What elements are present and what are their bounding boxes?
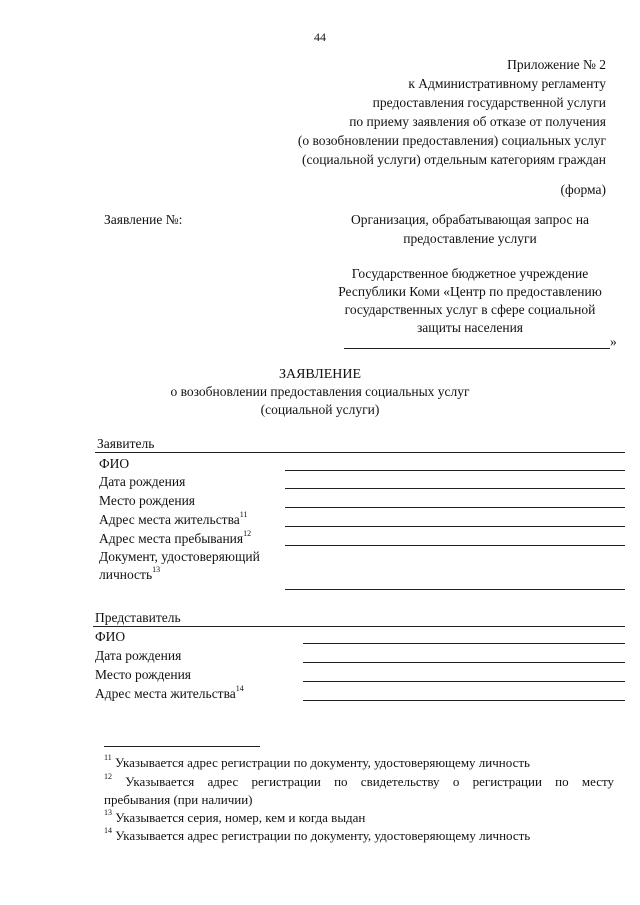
birth-place-field[interactable] [285, 507, 625, 508]
fio-label: ФИО [99, 456, 130, 471]
applicant-heading: Заявитель [97, 436, 155, 451]
rep-birth-place-label: Место рождения [95, 667, 192, 682]
birth-date-field[interactable] [285, 488, 625, 489]
header-line: по приему заявления об отказе от получения [349, 114, 606, 129]
section-divider [93, 626, 625, 627]
section-divider [95, 452, 625, 453]
rep-fio-field[interactable] [303, 643, 625, 644]
footnote-ref: 13 [152, 565, 161, 574]
rep-fio-label: ФИО [95, 629, 126, 644]
org-label-line: Организация, обрабатывающая запрос на [350, 212, 590, 227]
birth-place-label: Место рождения [99, 493, 196, 508]
footnote-separator [104, 746, 260, 747]
stay-field[interactable] [285, 545, 625, 546]
birth-date-label: Дата рождения [99, 474, 186, 489]
footnote: $^{11}$ Указывается адрес регистрации по документу, удостоверяющему личность [104, 753, 530, 770]
org-label-line: предоставление услуги [403, 231, 537, 246]
footnote: $^{12}$ Указывается адрес регистрации по свидетельству о регистрации по месту [104, 772, 615, 789]
org-name-line: государственных услуг в сфере социальной [344, 302, 596, 317]
org-name-line: Республики Коми «Центр по предоставлению [338, 284, 602, 299]
header-line: к Административному регламенту [408, 76, 606, 91]
id-doc-label: личность$^{13}$ [99, 565, 161, 582]
header-line: (о возобновлении предоставления) социальных услуг [297, 133, 606, 148]
form-label: (форма) [560, 182, 606, 197]
page-number: 44 [314, 30, 326, 44]
fio-field[interactable] [285, 470, 625, 471]
footnote: $^{13}$ Указывается серия, номер, кем и когда выдан [104, 808, 366, 825]
footnote-ref: 11 [239, 510, 248, 519]
header-line: предоставления государственной услуги [372, 95, 606, 110]
representative-heading: Представитель [95, 610, 181, 625]
stay-label: Адрес места пребывания$^{12}$ [99, 529, 252, 546]
footnote: $^{14}$ Указывается адрес регистрации по документу, удостоверяющему личность [104, 826, 531, 843]
header-line: (социальной услуги) отдельным категориям граждан [301, 152, 606, 167]
org-name-line: Государственное бюджетное учреждение [351, 266, 589, 281]
rep-residence-field[interactable] [303, 700, 625, 701]
footnote-ref: 14 [235, 684, 244, 693]
header-line: Приложение № 2 [507, 57, 606, 72]
rep-birth-place-field[interactable] [303, 681, 625, 682]
rep-residence-label: Адрес места жительства$^{14}$ [95, 684, 244, 701]
application-number-label: Заявление №: [104, 212, 183, 227]
id-doc-label: Документ, удостоверяющий [99, 549, 260, 564]
org-name-line: защиты населения [416, 320, 524, 335]
residence-label: Адрес места жительства$^{11}$ [99, 510, 248, 527]
document-subtitle: о возобновлении предоставления социальных услуг [170, 384, 470, 399]
rep-birth-date-label: Дата рождения [95, 648, 182, 663]
footnote-ref: 12 [243, 529, 252, 538]
rep-birth-date-field[interactable] [303, 662, 625, 663]
id-doc-field[interactable] [285, 589, 625, 590]
footnote-continuation: пребывания (при наличии) [104, 792, 253, 807]
residence-field[interactable] [285, 526, 625, 527]
closing-quote: » [610, 334, 617, 349]
document-subtitle: (социальной услуги) [260, 402, 380, 417]
document-title: ЗАЯВЛЕНИЕ [278, 367, 362, 382]
org-fill-line [344, 348, 610, 349]
